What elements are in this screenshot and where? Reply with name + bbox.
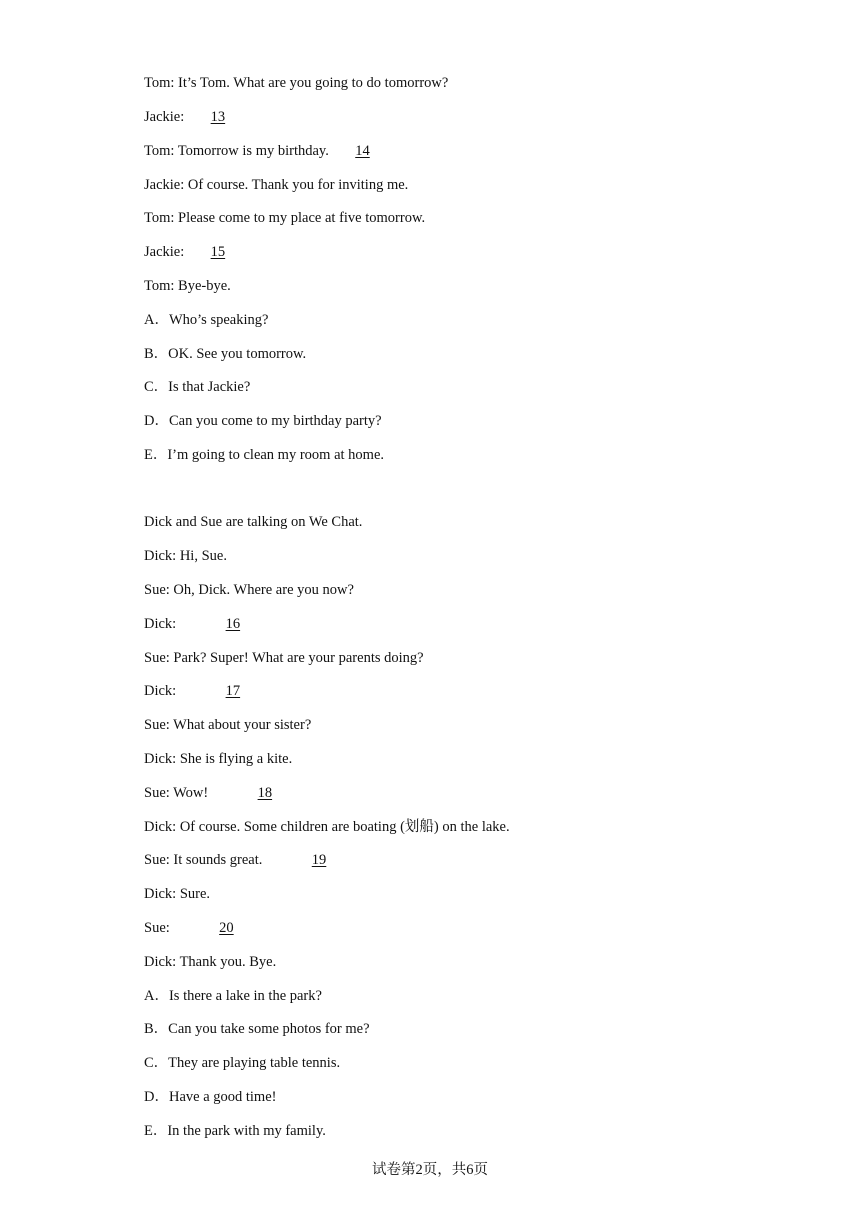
dialogue-line: Tom: It’s Tom. What are you going to do tomorrow? — [144, 75, 449, 91]
dialogue-intro: Dick and Sue are talking on We Chat. — [144, 514, 363, 530]
option-item: B．Can you take some photos for me? — [144, 1021, 370, 1037]
answer-blank: 16 — [225, 616, 241, 632]
option-item: C．Is that Jackie? — [144, 379, 251, 395]
dialogue-line: Dick: Thank you. Bye. — [144, 954, 277, 970]
option-item: D．Can you come to my birthday party? — [144, 413, 382, 429]
option-item: C．They are playing table tennis. — [144, 1055, 341, 1071]
answer-blank: 14 — [355, 143, 370, 159]
option-item: A．Is there a lake in the park? — [144, 988, 322, 1004]
dialogue-line: Dick: 16 — [144, 614, 286, 634]
dialogue-line: Sue: Oh, Dick. Where are you now? — [144, 582, 354, 598]
option-item: E．I’m going to clean my room at home. — [144, 447, 385, 463]
answer-blank: 19 — [311, 852, 327, 868]
page-footer: 试卷第2页，共6页 — [372, 1162, 488, 1178]
dialogue-line: Dick: She is flying a kite. — [144, 751, 293, 767]
dialogue-line: Dick: Of course. Some children are boating (划船) on the lake. — [144, 819, 510, 835]
dialogue-line: Jackie: Of course. Thank you for inviting me. — [144, 177, 409, 193]
option-item: D．Have a good time! — [144, 1089, 277, 1105]
dialogue-line: Sue: Park? Super! What are your parents doing? — [144, 650, 424, 666]
dialogue-line: Dick: Sure. — [144, 886, 211, 902]
dialogue-line: Sue: 20 — [144, 918, 279, 938]
dialogue-line: Jackie: 13 — [144, 107, 248, 127]
dialogue-line: Tom: Please come to my place at five tomorrow. — [144, 210, 426, 226]
dialogue-line: Tom: Bye-bye. — [144, 278, 231, 294]
option-item: E．In the park with my family. — [144, 1123, 326, 1139]
dialogue-line: Dick: Hi, Sue. — [144, 548, 227, 564]
answer-blank: 15 — [210, 244, 226, 260]
option-item: B．OK. See you tomorrow. — [144, 346, 307, 362]
answer-blank: 18 — [257, 785, 273, 801]
option-item: A．Who’s speaking? — [144, 312, 269, 328]
dialogue-line: Sue: Wow! 18 — [144, 783, 318, 803]
answer-blank: 17 — [225, 683, 241, 699]
dialogue-line: Sue: What about your sister? — [144, 717, 312, 733]
dialogue-line: Jackie: 15 — [144, 242, 248, 262]
answer-blank: 20 — [219, 920, 234, 936]
dialogue-line: Sue: It sounds great. 19 — [144, 850, 372, 870]
dialogue-line: Tom: Tomorrow is my birthday. 14 — [144, 141, 392, 161]
answer-blank: 13 — [210, 109, 226, 125]
dialogue-line: Dick: 17 — [144, 681, 286, 701]
